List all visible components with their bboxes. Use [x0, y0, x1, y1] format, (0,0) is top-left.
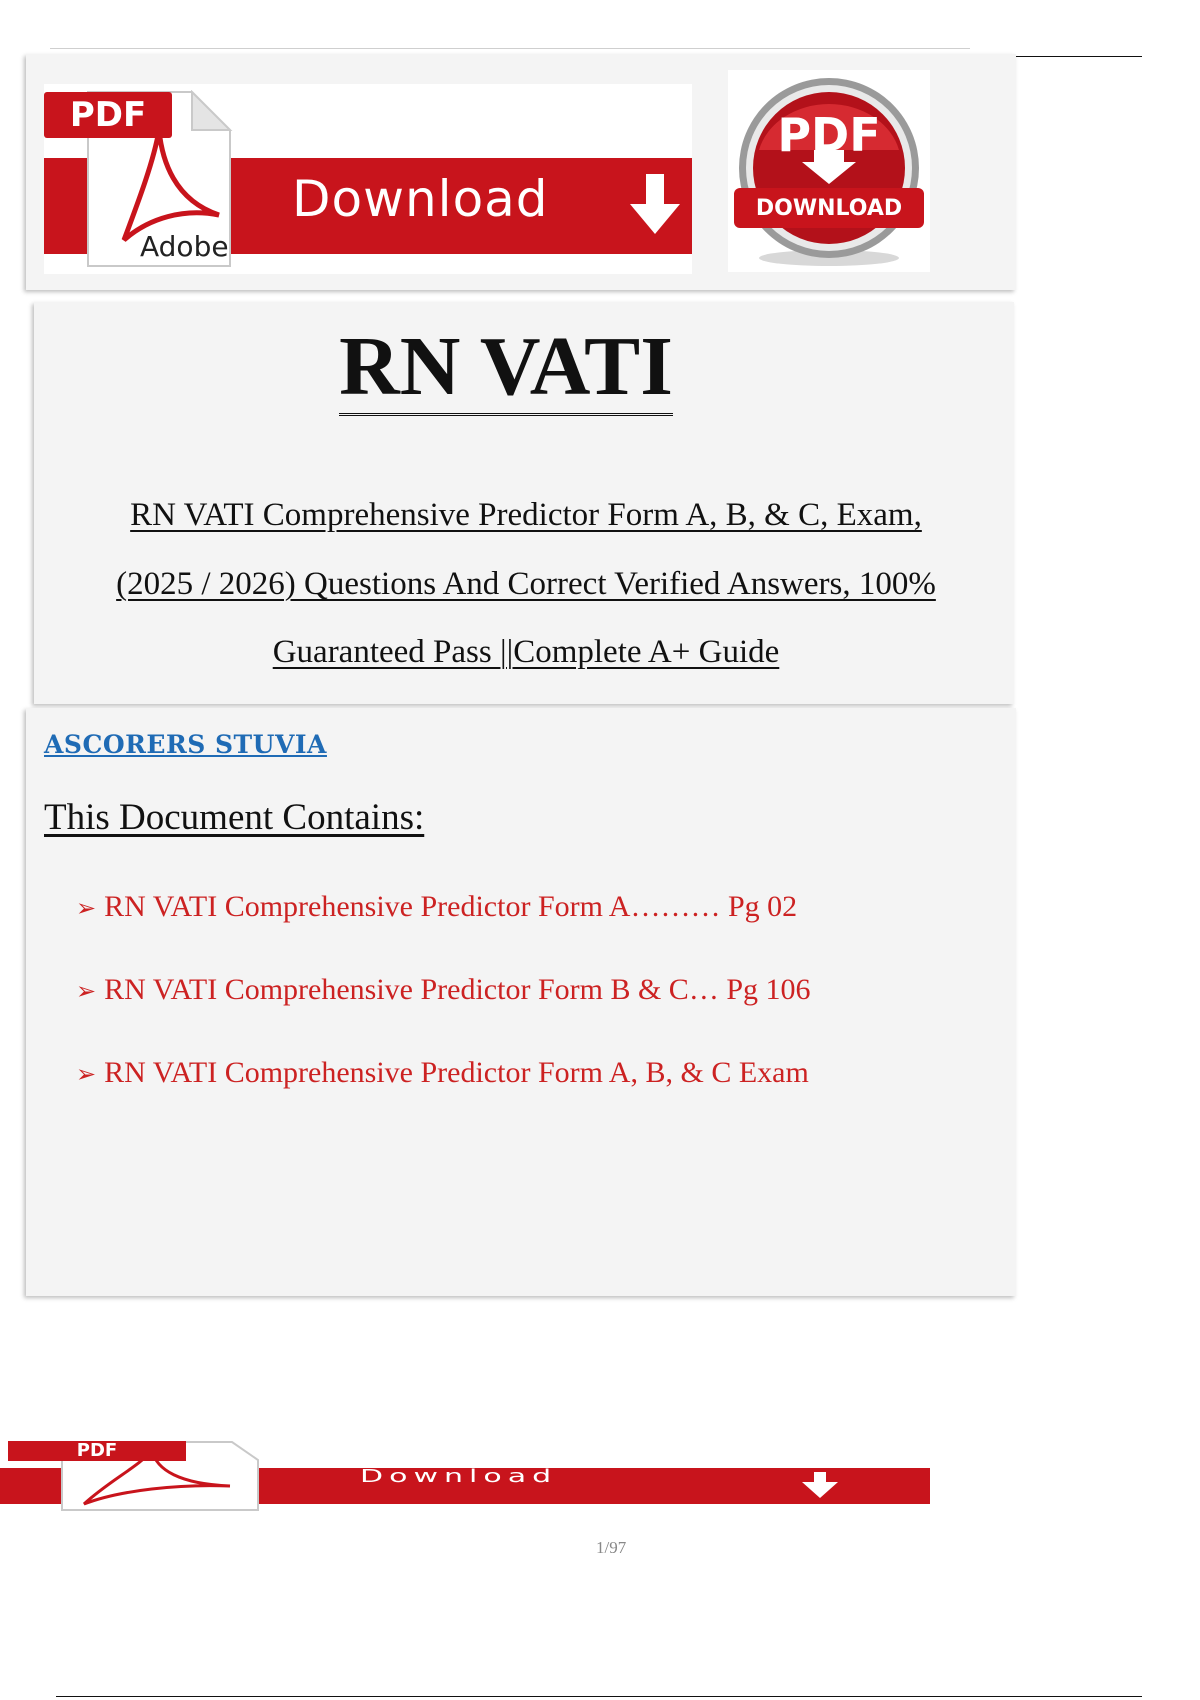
page-number: 1/97	[596, 1538, 627, 1557]
pdf-tab-label: PDF	[44, 92, 172, 138]
contains-heading: This Document Contains:	[44, 797, 425, 838]
toc-item	[76, 973, 811, 1007]
subtitle-line-3: Guaranteed Pass ||Complete A+ Guide	[272, 634, 780, 670]
bottom-download-arrow-icon	[800, 1472, 840, 1502]
toc-item	[76, 1056, 809, 1090]
top-rule-left	[50, 48, 970, 49]
bottom-pdf-tab: PDF	[8, 1441, 186, 1461]
download-label: Download	[292, 170, 549, 228]
toc-item-text: RN VATI Comprehensive Predictor Form A, B, & C Exam	[104, 1056, 809, 1089]
adobe-download-banner[interactable]	[44, 84, 692, 274]
arrow-bullet-icon: ➢	[76, 896, 97, 922]
arrow-bullet-icon: ➢	[76, 1062, 97, 1088]
pdf-download-round-button[interactable]	[728, 70, 930, 272]
toc-item	[76, 890, 797, 924]
download-arrow-icon	[630, 174, 680, 236]
round-download-label: DOWNLOAD	[755, 196, 903, 221]
bottom-download-label: Download	[360, 1466, 558, 1487]
adobe-label: Adobe	[140, 230, 229, 263]
author-name: ASCORERS STUVIA	[44, 730, 327, 759]
round-pdf-label: PDF	[777, 108, 881, 162]
round-button-graphic	[728, 70, 930, 272]
toc-item-text: RN VATI Comprehensive Predictor Form B & C… Pg 106	[104, 973, 811, 1006]
subtitle-line-2: (2025 / 2026) Questions And Correct Verified Answers, 100%	[116, 566, 936, 602]
document-title-text: RN VATI	[339, 320, 673, 416]
arrow-bullet-icon: ➢	[76, 979, 97, 1005]
toc-item-text: RN VATI Comprehensive Predictor Form A……… Pg 02	[104, 890, 798, 923]
top-rule-right	[1016, 56, 1142, 57]
subtitle-line-1: RN VATI Comprehensive Predictor Form A, B, & C, Exam,	[130, 497, 922, 533]
document-title	[0, 318, 1012, 415]
bottom-rule	[56, 1696, 1142, 1697]
